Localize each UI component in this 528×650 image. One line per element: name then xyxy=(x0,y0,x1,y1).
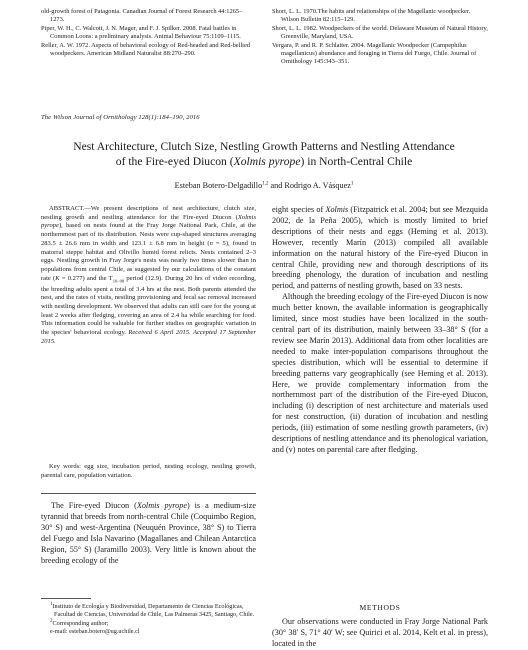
article-title xyxy=(44,140,484,169)
abstract-k-symbol: K xyxy=(55,274,60,282)
author-conjunction: and xyxy=(268,181,285,190)
references-left-column xyxy=(41,8,253,58)
reference-entry: Short, L. L. 1970.The habits and relationships of the Magellanic woodpecker. Wilson Bulletin 82:115–129. xyxy=(272,8,471,24)
intro-species-name: Xolmis pyrope xyxy=(136,501,187,510)
abstract-text: period (12.9). During 20 hrs of video recording, the breeding adults spent a total of 3.4 hrs at the nest. Both parents attended the nest, and the rates of visits, nestling provisioning and fecal sac removal increased with nestling development. We observed that adults can still care for the young at least 2 weeks after fledging, covering an area of 2.4 ha while searching for food. This information could be valuable for further studies on geographic variation in the species' behavioral ecology. xyxy=(41,274,256,337)
reference-entry: Piper, W. H., C. Walcott, J. N. Mager, and F. J. Spilker. 2008. Fatal battles in Common Loons: a preliminary analysis. Animal Behaviour 75:1109–1115. xyxy=(41,24,241,41)
footnotes xyxy=(50,601,256,636)
author-name: Rodrigo A. Vásquez xyxy=(284,181,351,190)
body-paragraph xyxy=(272,205,488,292)
reference-entry: Vergara, P. and R. P. Schlatter. 2004. Magellanic Woodpecker (Campephilus magellanicus) abundance and foraging in Tierra del Fuego, Chile. Journal of Ornithology 145:343–351. xyxy=(272,41,477,66)
methods-paragraph: Our observations were conducted in Fray Jorge National Park (30° 38′ S, 71° 40′ W; see Quirici et al. 2014, Kelt et al. in press), located in the xyxy=(272,617,488,648)
footnote-text: Instituto de Ecología y Biodiversidad, Departamento de Ciencias Ecológicas, Facultad de Ciencias, Universidad de Chile, Las Palmeras 3425, Santiago, Chile. xyxy=(52,603,255,618)
title-line-1: Nest Architecture, Clutch Size, Nestling Growth Patterns and Nestling Attendance xyxy=(73,140,455,153)
intro-paragraph xyxy=(41,501,256,566)
divider xyxy=(41,493,256,494)
footnote-corresponding xyxy=(50,618,256,628)
journal-header: The Wilson Journal of Ornithology 128(1):184–190, 2016 xyxy=(41,114,200,121)
footnote-mark: 1 xyxy=(50,602,53,607)
abstract-n-symbol: n xyxy=(209,239,213,247)
footnote-text: Corresponding author; xyxy=(52,620,109,628)
intro-text: The Fire-eyed Diucon ( xyxy=(51,501,137,510)
abstract xyxy=(41,205,256,347)
title-line-2-post: ) in North-Central Chile xyxy=(300,154,413,168)
abstract-species-name: Xolmis pyrope xyxy=(41,213,256,230)
genus-name: Xolmis xyxy=(325,205,349,214)
author-name: Esteban Botero-Delgadillo xyxy=(174,181,263,190)
footnote-mark: 2 xyxy=(50,619,53,625)
title-line-2-pre: of the Fire-eyed Diucon ( xyxy=(115,154,234,168)
footnote-email[interactable]: e-mail: esteban.botero@ug.uchile.cl xyxy=(50,627,140,635)
section-heading-methods: METHODS xyxy=(359,603,401,612)
abstract-text: = 5), found in matorral steppe habitat and Olivillo humid forest relicts. Nests contained 2–3 eggs. Nestling growth in Fray Jorge's nests was nearly two times slower than in populations from central Chile, as suggested by our calculations of the constant rate ( xyxy=(41,239,256,282)
keywords: Key words: egg size, incubation period, nesting ecology, nestling growth, parental care, population variation. xyxy=(41,463,256,479)
footnote-divider xyxy=(41,598,91,599)
reference-entry: Reller, A. W. 1972. Aspects of behavioral ecology of Red-headed and Red-bellied woodpeckers. American Midland Naturalist 88:270–290. xyxy=(41,41,250,58)
abstract-text: ), based on nests found at the Fray Jorge National Park, Chile, at the northernmost part of its distribution. Nests were cup-shaped structures averaging 283.5 ± 26.6 mm in width and 123.1 ± 6.8 mm in height ( xyxy=(41,222,256,247)
title-species-name: Xolmis pyrope xyxy=(233,154,301,168)
abstract-text: = 0.277) and the T xyxy=(59,274,113,282)
body-text: (Fitzpatrick et al. 2004; but see Mezquida 2002, de la Peña 2005), which is mostly limited to brief descriptions of their nests and eggs (Heming et al. 2013). However, recently Marín (2013) compiled all available information on the natural history of the Fire-eyed Diucon in central Chile, providing new and thorough descriptions of its breeding phenology, the duration of incubation and nestling period, and patterns of nestling growth, based on 33 nests. xyxy=(272,205,488,291)
abstract-text: ABSTRACT.—We present descriptions of nest architecture, clutch size, nestling growth and nestling attendance for the Fire-eyed Diucon ( xyxy=(41,205,256,221)
reference-entry: old-growth forest of Patagonia. Canadian Journal of Forest Research 44:1265–1273. xyxy=(41,8,243,24)
reference-entry: Short, L. L. 1982. Woodpeckers of the world. Delaware Museum of Natural History, Greenville, Maryland, USA. xyxy=(272,24,488,41)
body-paragraph: Although the breeding ecology of the Fire-eyed Diucon is now much better known, the available information is geographically limited, since most studies have been localized in the south-central part of its distribution, mainly between 33–38° S (for a review see Marín 2013). Additional data from other localities are needed to make inter-population comparisons throughout the species distribution, which will be essential to determine if breeding patterns vary geographically (see Heming et al. 2013). Here, we provide complementary information from the northernmost part of the distribution of the Fire-eyed Diucon, including (i) description of nest architecture and materials used for nest construction, (ii) duration of incubation and nestling periods, (iii) estimation of some nestling growth parameters, (iv) descriptions of nestling attendance and its phenological variation, and (v) notes on parental care after fledging. xyxy=(272,292,488,454)
abstract-t-subscript: 10–90 xyxy=(112,277,125,283)
author-affiliation-mark: 1,2 xyxy=(262,181,269,187)
body-right-column xyxy=(272,205,488,456)
references-right-column xyxy=(272,8,488,67)
received-dates: Received 6 April 2015. Accepted 17 September 2015. xyxy=(41,329,256,345)
intro-text: ) is a medium-size tyrannid that breeds from north-central Chile (Coquimbo Region, 30° S) and west-Argentina (Neuquén Province, 38° S) to Tierra del Fuego and Isla Navarino (Magallanes and Chilean Antarctica Region, 55° S) (Jaramillo 2003). Very little is known about the breeding ecology of the xyxy=(41,501,256,565)
author-line xyxy=(44,181,484,190)
footnote-affiliation xyxy=(50,601,256,618)
body-text: eight species of xyxy=(272,205,326,214)
author-affiliation-mark: 1 xyxy=(350,181,354,187)
